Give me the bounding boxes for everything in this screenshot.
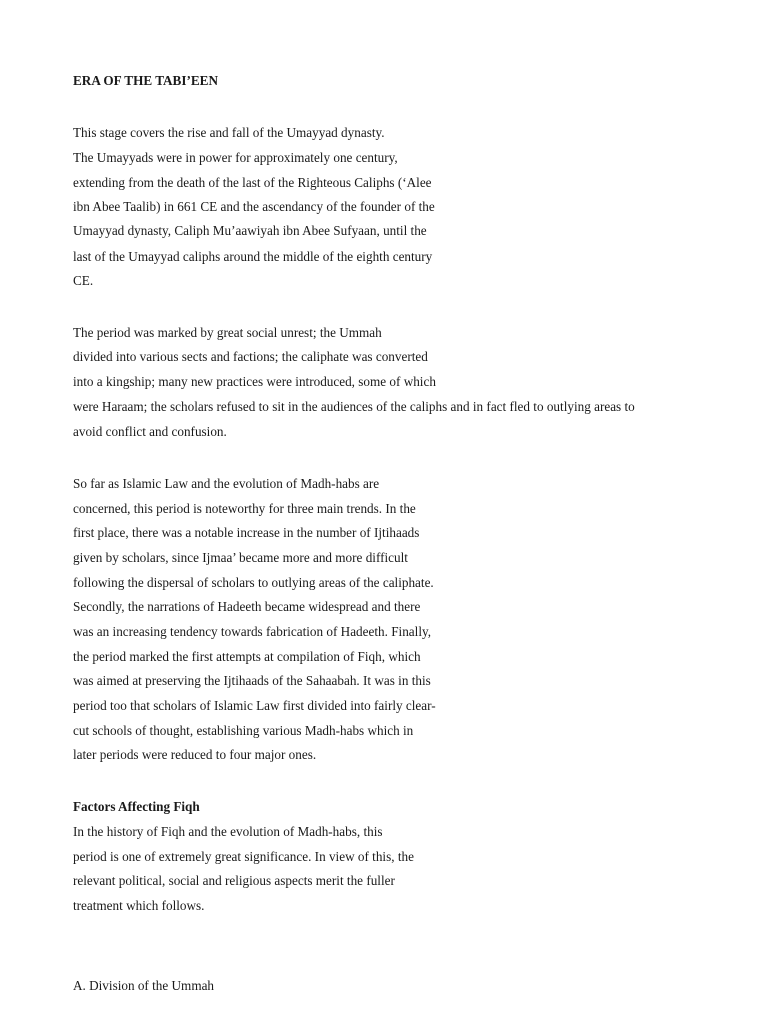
paragraph-line: The Umayyads were in power for approximately one century, — [73, 150, 398, 165]
paragraph-line: period too that scholars of Islamic Law first divided into fairly clear- — [73, 698, 436, 713]
paragraph-line: cut schools of thought, establishing various Madh-habs which in — [73, 723, 414, 738]
paragraph-line: given by scholars, since Ijmaa’ became more and more difficult — [73, 550, 408, 565]
paragraph-line: were Haraam; the scholars refused to sit in the audiences of the caliphs and in fact fled to outlying areas to — [73, 399, 635, 414]
paragraph-line: ibn Abee Taalib) in 661 CE and the ascendancy of the founder of the — [73, 199, 435, 214]
paragraph-line: relevant political, social and religious aspects merit the fuller — [73, 873, 395, 888]
paragraph-line: was aimed at preserving the Ijtihaads of the Sahaabah. It was in this — [73, 673, 431, 688]
paragraph-line: following the dispersal of scholars to outlying areas of the caliphate. — [73, 575, 434, 590]
paragraph-line: the period marked the first attempts at compilation of Fiqh, which — [73, 649, 421, 664]
paragraph-line: last of the Umayyad caliphs around the middle of the eighth century — [73, 249, 433, 264]
section-heading: Factors Affecting Fiqh — [73, 799, 200, 814]
subheading: A. Division of the Ummah — [73, 978, 215, 993]
paragraph-line: divided into various sects and factions; the caliphate was converted — [73, 349, 428, 364]
paragraph-line: extending from the death of the last of the Righteous Caliphs (‘Alee — [73, 175, 432, 190]
paragraph-line: was an increasing tendency towards fabrication of Hadeeth. Finally, — [73, 624, 432, 639]
paragraph-line: So far as Islamic Law and the evolution of Madh-habs are — [73, 476, 380, 491]
paragraph-line: into a kingship; many new practices were introduced, some of which — [73, 374, 436, 389]
paragraph-line: In the history of Fiqh and the evolution of Madh-habs, this — [73, 824, 383, 839]
paragraph-line: treatment which follows. — [73, 898, 205, 913]
paragraph-line: Secondly, the narrations of Hadeeth became widespread and there — [73, 599, 421, 614]
paragraph-line: first place, there was a notable increase in the number of Ijtihaads — [73, 525, 420, 540]
paragraph-line: avoid conflict and confusion. — [73, 424, 227, 439]
paragraph-line: CE. — [73, 273, 94, 288]
paragraph-line: The period was marked by great social unrest; the Ummah — [73, 325, 382, 340]
paragraph-line: Umayyad dynasty, Caliph Mu’aawiyah ibn Abee Sufyaan, until the — [73, 223, 427, 238]
paragraph-line: later periods were reduced to four major ones. — [73, 747, 317, 762]
document-title: ERA OF THE TABI’EEN — [73, 73, 218, 88]
paragraph-line: concerned, this period is noteworthy for three main trends. In the — [73, 501, 416, 516]
paragraph-line: This stage covers the rise and fall of the Umayyad dynasty. — [73, 125, 385, 140]
paragraph-line: period is one of extremely great significance. In view of this, the — [73, 849, 414, 864]
